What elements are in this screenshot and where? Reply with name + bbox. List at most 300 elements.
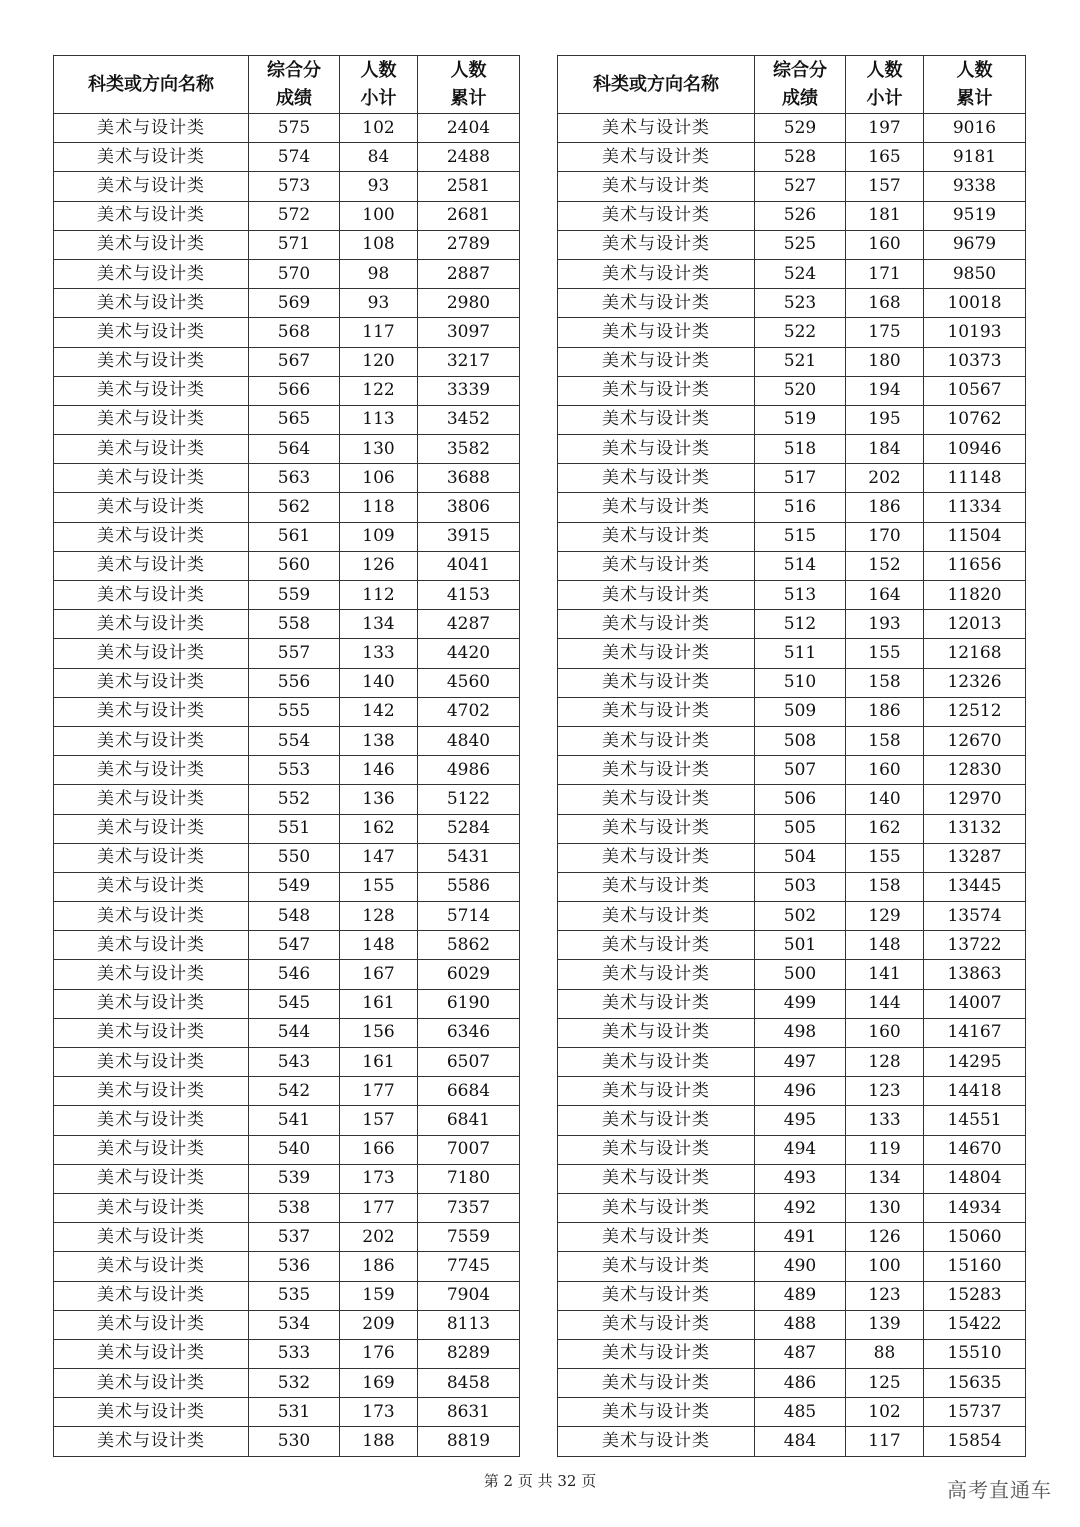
score-cell: 508 (755, 726, 846, 755)
cumulative-cell: 15160 (924, 1252, 1026, 1281)
category-cell: 美术与设计类 (54, 405, 249, 434)
score-cell: 497 (755, 1048, 846, 1077)
score-cell: 561 (249, 522, 340, 551)
cumulative-cell: 9181 (924, 143, 1026, 172)
table-row (558, 843, 1026, 872)
cumulative-cell: 7007 (418, 1135, 520, 1164)
count-cell: 162 (340, 814, 418, 843)
category-cell: 美术与设计类 (558, 639, 755, 668)
table-row (54, 872, 520, 901)
score-cell: 505 (755, 814, 846, 843)
table-row (558, 493, 1026, 522)
cumulative-cell: 8113 (418, 1310, 520, 1339)
table-row (558, 347, 1026, 376)
table-row (54, 1369, 520, 1398)
table-row (54, 1018, 520, 1047)
table-row (558, 1048, 1026, 1077)
score-cell: 504 (755, 843, 846, 872)
cumulative-cell: 15422 (924, 1310, 1026, 1339)
category-cell: 美术与设计类 (558, 464, 755, 493)
score-cell: 538 (249, 1193, 340, 1222)
cumulative-cell: 15737 (924, 1398, 1026, 1427)
table-row (54, 1106, 520, 1135)
count-cell: 169 (340, 1369, 418, 1398)
table-row (558, 814, 1026, 843)
count-cell: 152 (846, 551, 924, 580)
category-cell: 美术与设计类 (54, 1135, 249, 1164)
count-cell: 160 (846, 1018, 924, 1047)
category-cell: 美术与设计类 (54, 989, 249, 1018)
table-row (54, 1193, 520, 1222)
table-row (558, 668, 1026, 697)
category-cell: 美术与设计类 (54, 1048, 249, 1077)
cumulative-cell: 15510 (924, 1339, 1026, 1368)
header-score: 综合分 成绩 (755, 56, 846, 114)
cumulative-cell: 14167 (924, 1018, 1026, 1047)
category-cell: 美术与设计类 (54, 902, 249, 931)
table-row (558, 1369, 1026, 1398)
table-row (54, 902, 520, 931)
category-cell: 美术与设计类 (558, 697, 755, 726)
score-cell: 521 (755, 347, 846, 376)
category-cell: 美术与设计类 (54, 931, 249, 960)
cumulative-cell: 15635 (924, 1369, 1026, 1398)
cumulative-cell: 11656 (924, 551, 1026, 580)
category-cell: 美术与设计类 (558, 581, 755, 610)
category-cell: 美术与设计类 (54, 435, 249, 464)
cumulative-cell: 10018 (924, 289, 1026, 318)
cumulative-cell: 8458 (418, 1369, 520, 1398)
category-cell: 美术与设计类 (558, 376, 755, 405)
score-cell: 498 (755, 1018, 846, 1047)
table-body-right (558, 114, 1026, 1457)
cumulative-cell: 5714 (418, 902, 520, 931)
table-row (558, 1106, 1026, 1135)
cumulative-cell: 2887 (418, 259, 520, 288)
count-cell: 120 (340, 347, 418, 376)
category-cell: 美术与设计类 (54, 376, 249, 405)
cumulative-cell: 6029 (418, 960, 520, 989)
table-row (54, 639, 520, 668)
count-cell: 156 (340, 1018, 418, 1047)
count-cell: 170 (846, 522, 924, 551)
cumulative-cell: 6507 (418, 1048, 520, 1077)
category-cell: 美术与设计类 (54, 172, 249, 201)
score-cell: 492 (755, 1193, 846, 1222)
table-row (54, 1310, 520, 1339)
count-cell: 122 (340, 376, 418, 405)
cumulative-cell: 10762 (924, 405, 1026, 434)
table-row (558, 989, 1026, 1018)
table-row (54, 1223, 520, 1252)
category-cell: 美术与设计类 (558, 785, 755, 814)
cumulative-cell: 14804 (924, 1164, 1026, 1193)
cumulative-cell: 10567 (924, 376, 1026, 405)
table-row (558, 902, 1026, 931)
count-cell: 175 (846, 318, 924, 347)
cumulative-cell: 11334 (924, 493, 1026, 522)
count-cell: 159 (340, 1281, 418, 1310)
category-cell: 美术与设计类 (558, 1398, 755, 1427)
table-row (558, 1223, 1026, 1252)
score-cell: 524 (755, 259, 846, 288)
category-cell: 美术与设计类 (54, 464, 249, 493)
count-cell: 158 (846, 872, 924, 901)
cumulative-cell: 7904 (418, 1281, 520, 1310)
header-category: 科类或方向名称 (54, 56, 249, 114)
count-cell: 194 (846, 376, 924, 405)
count-cell: 147 (340, 843, 418, 872)
score-cell: 486 (755, 1369, 846, 1398)
table-row (54, 522, 520, 551)
table-row (558, 610, 1026, 639)
score-cell: 511 (755, 639, 846, 668)
cumulative-cell: 4041 (418, 551, 520, 580)
table-row (558, 551, 1026, 580)
table-row (54, 347, 520, 376)
cumulative-cell: 3339 (418, 376, 520, 405)
category-cell: 美术与设计类 (558, 435, 755, 464)
cumulative-cell: 13574 (924, 902, 1026, 931)
count-cell: 128 (846, 1048, 924, 1077)
score-cell: 503 (755, 872, 846, 901)
category-cell: 美术与设计类 (558, 814, 755, 843)
count-cell: 162 (846, 814, 924, 843)
category-cell: 美术与设计类 (558, 726, 755, 755)
count-cell: 157 (340, 1106, 418, 1135)
score-cell: 552 (249, 785, 340, 814)
score-cell: 485 (755, 1398, 846, 1427)
score-cell: 523 (755, 289, 846, 318)
count-cell: 126 (340, 551, 418, 580)
category-cell: 美术与设计类 (54, 1018, 249, 1047)
category-cell: 美术与设计类 (54, 1427, 249, 1456)
cumulative-cell: 7559 (418, 1223, 520, 1252)
table-row (558, 1077, 1026, 1106)
category-cell: 美术与设计类 (558, 668, 755, 697)
count-cell: 109 (340, 522, 418, 551)
cumulative-cell: 3688 (418, 464, 520, 493)
count-cell: 133 (340, 639, 418, 668)
count-cell: 184 (846, 435, 924, 464)
score-cell: 533 (249, 1339, 340, 1368)
table-row (558, 435, 1026, 464)
count-cell: 166 (340, 1135, 418, 1164)
table-row (54, 756, 520, 785)
table-row (558, 1018, 1026, 1047)
table-row (558, 522, 1026, 551)
score-table-left (53, 55, 520, 1457)
category-cell: 美术与设计类 (54, 814, 249, 843)
score-cell: 495 (755, 1106, 846, 1135)
category-cell: 美术与设计类 (558, 1339, 755, 1368)
category-cell: 美术与设计类 (558, 522, 755, 551)
category-cell: 美术与设计类 (54, 1106, 249, 1135)
score-cell: 537 (249, 1223, 340, 1252)
count-cell: 93 (340, 172, 418, 201)
count-cell: 186 (846, 493, 924, 522)
cumulative-cell: 14670 (924, 1135, 1026, 1164)
table-row (54, 610, 520, 639)
cumulative-cell: 6346 (418, 1018, 520, 1047)
score-cell: 550 (249, 843, 340, 872)
cumulative-cell: 14007 (924, 989, 1026, 1018)
count-cell: 129 (846, 902, 924, 931)
category-cell: 美术与设计类 (54, 610, 249, 639)
count-cell: 181 (846, 201, 924, 230)
count-cell: 155 (846, 639, 924, 668)
cumulative-cell: 12512 (924, 697, 1026, 726)
header-cumulative: 人数 累计 (418, 56, 520, 114)
table-row (558, 960, 1026, 989)
score-cell: 526 (755, 201, 846, 230)
count-cell: 173 (340, 1398, 418, 1427)
count-cell: 188 (340, 1427, 418, 1456)
score-cell: 530 (249, 1427, 340, 1456)
count-cell: 84 (340, 143, 418, 172)
count-cell: 164 (846, 581, 924, 610)
score-cell: 502 (755, 902, 846, 931)
cumulative-cell: 6841 (418, 1106, 520, 1135)
cumulative-cell: 15854 (924, 1427, 1026, 1456)
score-cell: 573 (249, 172, 340, 201)
table-row (558, 1193, 1026, 1222)
table-row (558, 1252, 1026, 1281)
count-cell: 93 (340, 289, 418, 318)
score-cell: 507 (755, 756, 846, 785)
category-cell: 美术与设计类 (54, 1339, 249, 1368)
table-row (558, 785, 1026, 814)
count-cell: 138 (340, 726, 418, 755)
count-cell: 100 (846, 1252, 924, 1281)
table-row (558, 376, 1026, 405)
score-cell: 555 (249, 697, 340, 726)
table-row (54, 201, 520, 230)
score-cell: 501 (755, 931, 846, 960)
table-row (54, 1281, 520, 1310)
category-cell: 美术与设计类 (558, 931, 755, 960)
cumulative-cell: 3806 (418, 493, 520, 522)
score-cell: 539 (249, 1164, 340, 1193)
category-cell: 美术与设计类 (54, 318, 249, 347)
cumulative-cell: 5122 (418, 785, 520, 814)
cumulative-cell: 7745 (418, 1252, 520, 1281)
category-cell: 美术与设计类 (558, 1018, 755, 1047)
score-cell: 545 (249, 989, 340, 1018)
cumulative-cell: 2980 (418, 289, 520, 318)
category-cell: 美术与设计类 (558, 405, 755, 434)
count-cell: 197 (846, 114, 924, 143)
score-cell: 564 (249, 435, 340, 464)
count-cell: 177 (340, 1077, 418, 1106)
table-row (558, 143, 1026, 172)
score-cell: 520 (755, 376, 846, 405)
table-row (54, 814, 520, 843)
table-row (54, 697, 520, 726)
count-cell: 158 (846, 668, 924, 697)
score-cell: 554 (249, 726, 340, 755)
count-cell: 139 (846, 1310, 924, 1339)
cumulative-cell: 8631 (418, 1398, 520, 1427)
score-cell: 500 (755, 960, 846, 989)
category-cell: 美术与设计类 (54, 756, 249, 785)
category-cell: 美术与设计类 (558, 843, 755, 872)
count-cell: 130 (340, 435, 418, 464)
category-cell: 美术与设计类 (558, 1223, 755, 1252)
count-cell: 144 (846, 989, 924, 1018)
score-cell: 565 (249, 405, 340, 434)
cumulative-cell: 11148 (924, 464, 1026, 493)
score-cell: 567 (249, 347, 340, 376)
score-cell: 540 (249, 1135, 340, 1164)
score-cell: 560 (249, 551, 340, 580)
count-cell: 126 (846, 1223, 924, 1252)
score-cell: 574 (249, 143, 340, 172)
cumulative-cell: 5284 (418, 814, 520, 843)
count-cell: 108 (340, 230, 418, 259)
cumulative-cell: 5862 (418, 931, 520, 960)
table-row (558, 756, 1026, 785)
category-cell: 美术与设计类 (54, 493, 249, 522)
score-cell: 532 (249, 1369, 340, 1398)
table-row (54, 464, 520, 493)
cumulative-cell: 9679 (924, 230, 1026, 259)
table-row (54, 1252, 520, 1281)
table-row (558, 230, 1026, 259)
category-cell: 美术与设计类 (558, 493, 755, 522)
cumulative-cell: 4840 (418, 726, 520, 755)
category-cell: 美术与设计类 (54, 1077, 249, 1106)
cumulative-cell: 14551 (924, 1106, 1026, 1135)
count-cell: 123 (846, 1077, 924, 1106)
cumulative-cell: 4702 (418, 697, 520, 726)
table-row (558, 872, 1026, 901)
count-cell: 193 (846, 610, 924, 639)
table-row (54, 259, 520, 288)
count-cell: 160 (846, 756, 924, 785)
category-cell: 美术与设计类 (558, 960, 755, 989)
count-cell: 102 (340, 114, 418, 143)
score-cell: 516 (755, 493, 846, 522)
cumulative-cell: 2681 (418, 201, 520, 230)
table-row (54, 785, 520, 814)
table-row (54, 376, 520, 405)
count-cell: 177 (340, 1193, 418, 1222)
count-cell: 106 (340, 464, 418, 493)
cumulative-cell: 4560 (418, 668, 520, 697)
category-cell: 美术与设计类 (558, 902, 755, 931)
page-number: 第 2 页 共 32 页 (483, 1472, 597, 1490)
count-cell: 176 (340, 1339, 418, 1368)
header-cumulative: 人数 累计 (924, 56, 1026, 114)
table-row (558, 726, 1026, 755)
table-row (54, 668, 520, 697)
cumulative-cell: 14295 (924, 1048, 1026, 1077)
category-cell: 美术与设计类 (558, 756, 755, 785)
category-cell: 美术与设计类 (54, 1310, 249, 1339)
table-row (54, 114, 520, 143)
score-cell: 547 (249, 931, 340, 960)
category-cell: 美术与设计类 (54, 726, 249, 755)
count-cell: 134 (846, 1164, 924, 1193)
category-cell: 美术与设计类 (558, 1164, 755, 1193)
category-cell: 美术与设计类 (54, 522, 249, 551)
cumulative-cell: 11504 (924, 522, 1026, 551)
score-cell: 484 (755, 1427, 846, 1456)
score-cell: 566 (249, 376, 340, 405)
category-cell: 美术与设计类 (558, 1310, 755, 1339)
count-cell: 117 (846, 1427, 924, 1456)
table-row (54, 1339, 520, 1368)
header-count: 人数 小计 (846, 56, 924, 114)
table-row (558, 581, 1026, 610)
category-cell: 美术与设计类 (54, 697, 249, 726)
count-cell: 157 (846, 172, 924, 201)
cumulative-cell: 12970 (924, 785, 1026, 814)
cumulative-cell: 5431 (418, 843, 520, 872)
cumulative-cell: 3915 (418, 522, 520, 551)
category-cell: 美术与设计类 (558, 1193, 755, 1222)
cumulative-cell: 6684 (418, 1077, 520, 1106)
table-row (54, 1077, 520, 1106)
cumulative-cell: 2581 (418, 172, 520, 201)
score-cell: 510 (755, 668, 846, 697)
score-cell: 509 (755, 697, 846, 726)
table-row (54, 172, 520, 201)
category-cell: 美术与设计类 (558, 610, 755, 639)
cumulative-cell: 3582 (418, 435, 520, 464)
category-cell: 美术与设计类 (558, 201, 755, 230)
count-cell: 165 (846, 143, 924, 172)
cumulative-cell: 4153 (418, 581, 520, 610)
table-row (54, 931, 520, 960)
header-score: 综合分 成绩 (249, 56, 340, 114)
category-cell: 美术与设计类 (54, 230, 249, 259)
category-cell: 美术与设计类 (54, 1193, 249, 1222)
cumulative-cell: 8289 (418, 1339, 520, 1368)
count-cell: 112 (340, 581, 418, 610)
category-cell: 美术与设计类 (558, 143, 755, 172)
table-row (54, 1048, 520, 1077)
count-cell: 142 (340, 697, 418, 726)
table-row (54, 493, 520, 522)
count-cell: 123 (846, 1281, 924, 1310)
category-cell: 美术与设计类 (558, 347, 755, 376)
cumulative-cell: 7180 (418, 1164, 520, 1193)
category-cell: 美术与设计类 (558, 1252, 755, 1281)
category-cell: 美术与设计类 (558, 1106, 755, 1135)
count-cell: 128 (340, 902, 418, 931)
score-cell: 522 (755, 318, 846, 347)
cumulative-cell: 15283 (924, 1281, 1026, 1310)
score-cell: 517 (755, 464, 846, 493)
count-cell: 100 (340, 201, 418, 230)
count-cell: 168 (846, 289, 924, 318)
count-cell: 141 (846, 960, 924, 989)
table-row (54, 1427, 520, 1456)
score-cell: 527 (755, 172, 846, 201)
table-row (558, 931, 1026, 960)
table-row (54, 843, 520, 872)
category-cell: 美术与设计类 (54, 872, 249, 901)
category-cell: 美术与设计类 (54, 581, 249, 610)
count-cell: 140 (340, 668, 418, 697)
cumulative-cell: 2488 (418, 143, 520, 172)
count-cell: 130 (846, 1193, 924, 1222)
score-cell: 563 (249, 464, 340, 493)
count-cell: 134 (340, 610, 418, 639)
count-cell: 195 (846, 405, 924, 434)
